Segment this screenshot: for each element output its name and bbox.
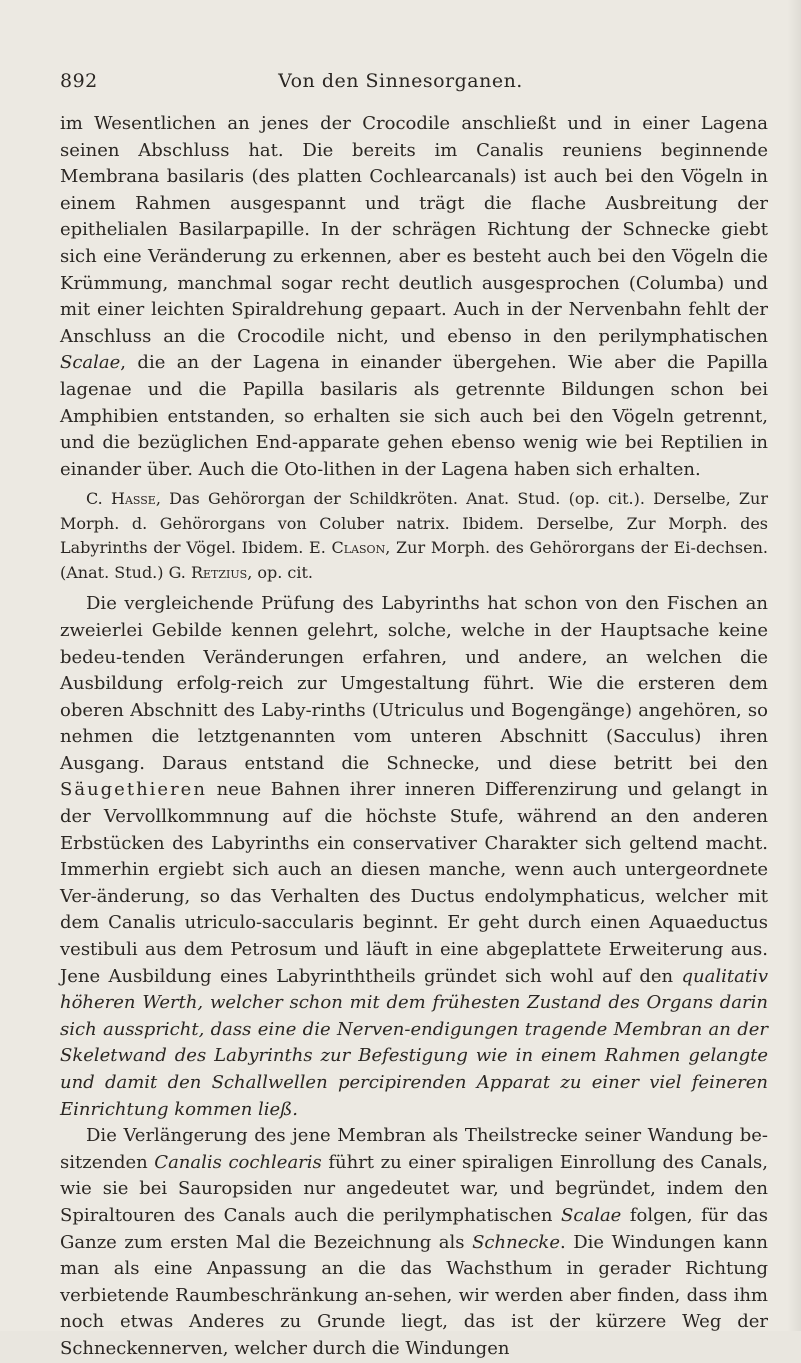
italic-term: Scalae (60, 352, 121, 374)
page-number: 892 (60, 70, 98, 92)
text-run: im Wesentlichen an jenes der Crocodile anschließt und in einer Lagena seinen Abschluss hat. Die bereits im Canalis reuniens beginnende Membrana basilaris (des platten Cochlearcanals) ist auch bei den Vögeln in einem Rahmen ausgespannt und trägt die flache Ausbreitung der epithelialen Basilarpapille. In der schrägen Richtung der Schnecke giebt sich eine Veränderung zu erkennen, aber es besteht auch bei den Vögeln die Krümmung, manchmal sogar recht deutlich ausgesprochen (Columba) und mit einer leichten Spiraldrehung gepaart. Auch in der Nervenbahn fehlt der Anschluss an die Crocodile nicht, und ebenso in den perilymphatischen (60, 113, 768, 347)
text-run: neue Bahnen ihrer inneren Differenzirung und gelangt in der Vervollkommnung auf die höchste Stufe, während an den anderen Erbstücken des Labyrinths ein conservativer Charakter sich geltend macht. Immerhin ergiebt sich auch an diesen manche, wenn auch untergeordnete Ver-änderung, so das Verhalten des Ductus endolymphaticus, welcher mit dem Canalis utriculo-saccularis beginnt. Er geht durch einen Aquaeductus vestibuli aus dem Petrosum und läuft in eine abgeplattete Erweiterung aus. Jene Ausbildung eines Labyrinththeils gründet sich wohl auf den (60, 779, 768, 987)
text-run: , op. cit. (247, 562, 314, 582)
text-run: Die vergleichende Prüfung des Labyrinths hat schon von den Fischen an zweierlei Gebilde kennen gelehrt, solche, welche in der Hauptsache keine bedeu-tenden Veränderungen erfahren, und andere, an welchen die Ausbildung erfolg-reich zur Umgestaltung führt. Wie die ersteren dem oberen Abschnitt des Laby-rinths (Utriculus und Bogengänge) angehören, so nehmen die letztgenannten vom unteren Abschnitt (Sacculus) ihren Ausgang. Daraus entstand die Schnecke, und diese betritt bei den (60, 593, 768, 774)
paragraph-canalis-cochlearis (60, 1123, 768, 1362)
running-title: Von den Sinnesorganen. (278, 70, 523, 92)
text-run: , Das Gehörorgan der Schildkröten. Anat. Stud. (op. cit.). Derselbe, Zur Morph. d. Gehörorgans von Coluber natrix. Ibidem. Derselbe, Zur Morph. des Labyrinths der Vögel. Ibidem. E. (60, 489, 769, 558)
text-run: C. (86, 489, 111, 509)
page-header (60, 60, 741, 100)
italic-passage: qualitativ höheren Werth, welcher schon mit dem frühesten Zustand des Organs darin sich ausspricht, dass eine die Nerven-endigungen tragende Membran an der Skeletwand des Labyrinths zur Befestigung wie in einem Rahmen gelangte und damit den Schallwellen percipirenden Apparat zu einer viel feineren Einrichtung kommen ließ. (60, 965, 768, 1120)
author-name: Clason (331, 538, 386, 558)
author-name: Hasse (111, 489, 156, 509)
italic-term: Schnecke (472, 1231, 560, 1253)
paragraph-labyrinth-comparison (60, 591, 768, 1123)
paragraph-birds-cochlea (60, 111, 768, 483)
text-run: folgen, für das Ganze zum ersten Mal die Bezeichnung als (60, 1204, 769, 1253)
literature-references (60, 487, 768, 585)
italic-term: Scalae (561, 1204, 622, 1226)
body-text (60, 111, 768, 1363)
text-run: , Zur Morph. des Gehörorgans der Ei-dechsen. (Anat. Stud.) G. (60, 538, 768, 582)
author-name: Retzius (190, 562, 248, 582)
text-run: führt zu einer spiraligen Einrollung des Canals, wie sie bei Sauropsiden nur angedeutet war, und begründet, indem den Spiraltouren des Canals auch die perilymphatischen (60, 1151, 768, 1226)
text-run: . Die Windungen kann man als eine Anpassung an die das Wachsthum in gerader Richtung verbietende Raumbeschränkung an-sehen, wir werden aber finden, dass ihm noch etwas Anderes zu Grunde liegt, das ist der kürzere Weg der Schneckennerven, welcher durch die Windungen (60, 1231, 768, 1359)
text-run: Die Verlängerung des jene Membran als Theilstrecke seiner Wandung be-sitzenden (60, 1125, 768, 1173)
text-run: , die an der Lagena in einander übergehen. Wie aber die Papilla lagenae und die Papilla basilaris als getrennte Bildungen schon bei Amphibien entstanden, so erhalten sie sich auch bei den Vögeln getrennt, und die bezüglichen End-apparate gehen ebenso wenig wie bei Reptilien in einander über. Auch die Oto-lithen in der Lagena haben sich erhalten. (60, 352, 768, 480)
spaced-term: Säugethieren (60, 779, 207, 801)
italic-term: Canalis cochlearis (154, 1151, 322, 1173)
